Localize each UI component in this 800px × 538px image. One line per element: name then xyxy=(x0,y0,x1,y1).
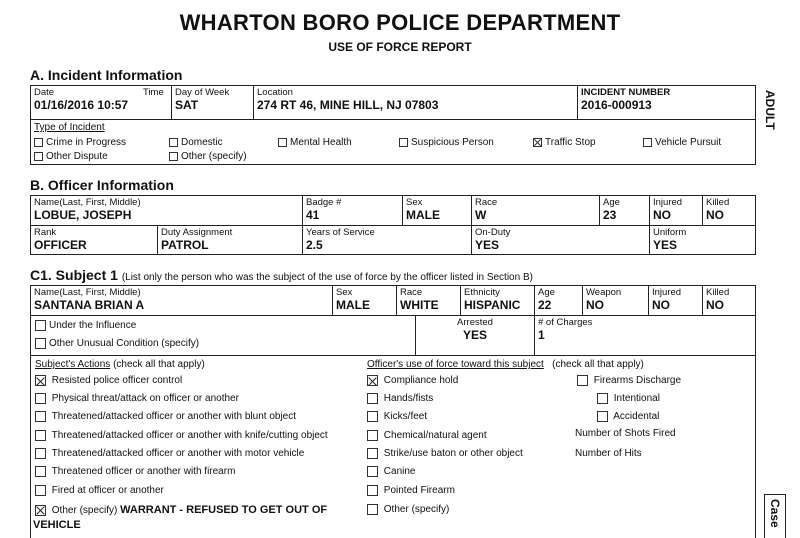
type-suspicious-person[interactable]: Suspicious Person xyxy=(399,137,494,148)
subject-ethnicity-label: Ethnicity xyxy=(464,287,500,298)
officer-age-cell xyxy=(600,196,650,225)
other-unusual-option[interactable]: Other Unusual Condition (specify) xyxy=(35,338,199,349)
checkbox-icon[interactable] xyxy=(278,138,287,147)
officer-age-label: Age xyxy=(603,197,620,208)
officer-age-value: 23 xyxy=(603,208,617,222)
uniform-label: Uniform xyxy=(653,227,687,238)
subject-killed-label: Killed xyxy=(706,287,730,298)
checkbox-icon[interactable] xyxy=(597,411,608,422)
adult-side-label: ADULT xyxy=(763,90,777,130)
checked-checkbox-icon[interactable] xyxy=(533,138,542,147)
force-hands-fists[interactable]: Hands/fists xyxy=(367,393,433,404)
subject-weapon-cell xyxy=(583,286,649,315)
type-vehicle-pursuit[interactable]: Vehicle Pursuit xyxy=(643,137,721,148)
onduty-cell xyxy=(472,226,650,254)
force-pointed-firearm[interactable]: Pointed Firearm xyxy=(367,485,455,496)
subject-injured-value: NO xyxy=(652,298,670,312)
officer-name-cell xyxy=(31,196,303,225)
type-mental-health[interactable]: Mental Health xyxy=(278,137,352,148)
shots-fired-label: Number of Shots Fired xyxy=(575,428,676,439)
onduty-label: On-Duty xyxy=(475,227,511,238)
subject-name-cell xyxy=(31,286,333,315)
dow-cell xyxy=(172,86,254,119)
other-action-value-cont: VEHICLE xyxy=(33,519,81,531)
officer-injured-cell xyxy=(650,196,703,225)
other-action-value: WARRANT - REFUSED TO GET OUT OF xyxy=(120,504,328,516)
report-title: WHARTON BORO POLICE DEPARTMENT xyxy=(179,10,621,35)
under-influence-option[interactable]: Under the Influence xyxy=(35,320,136,331)
action-firearm-threat[interactable]: Threatened officer or another with firearm xyxy=(35,466,235,477)
subject-name-value: SANTANA BRIAN A xyxy=(34,298,145,312)
officer-injured-label: Injured xyxy=(653,197,683,208)
officer-name-value: LOBUE, JOSEPH xyxy=(34,208,132,222)
location-value: 274 RT 46, MINE HILL, NJ 07803 xyxy=(257,98,439,112)
subject-age-cell xyxy=(535,286,583,315)
checkbox-icon[interactable] xyxy=(34,152,43,161)
subject-weapon-value: NO xyxy=(586,298,604,312)
checkbox-icon[interactable] xyxy=(399,138,408,147)
subject-weapon-label: Weapon xyxy=(586,287,622,298)
section-c1-note: (List only the person who was the subject of the use of force by the officer listed in Section B) xyxy=(121,272,533,283)
checkbox-icon[interactable] xyxy=(169,138,178,147)
years-cell xyxy=(303,226,472,254)
subject-sex-cell xyxy=(333,286,397,315)
force-kicks-feet[interactable]: Kicks/feet xyxy=(367,411,427,422)
charges-value: 1 xyxy=(538,328,545,342)
action-fired-at[interactable]: Fired at officer or another xyxy=(35,485,164,496)
arrested-label: Arrested xyxy=(457,317,493,328)
condition-cell xyxy=(31,316,416,355)
years-value: 2.5 xyxy=(306,238,323,252)
case-side-label: Case xyxy=(768,499,782,528)
location-label: Location xyxy=(257,87,293,98)
checkbox-icon[interactable] xyxy=(35,430,46,441)
dow-label: Day of Week xyxy=(175,87,230,98)
checkbox-icon[interactable] xyxy=(35,393,46,404)
subject-age-value: 22 xyxy=(538,298,552,312)
badge-value: 41 xyxy=(306,208,320,222)
section-c1-heading: C1. Subject 1 (List only the person who was the subject of the use of force by the officer listed in Section B) xyxy=(30,267,533,283)
subject-injured-label: Injured xyxy=(652,287,682,298)
rank-cell xyxy=(31,226,158,254)
duty-label: Duty Assignment xyxy=(161,227,233,238)
rank-label: Rank xyxy=(34,227,57,238)
uniform-value: YES xyxy=(653,238,678,252)
subject-actions-title: Subject's Actions (check all that apply) xyxy=(35,359,205,370)
accidental-option[interactable]: Accidental xyxy=(597,411,659,422)
checked-checkbox-icon[interactable] xyxy=(35,505,46,516)
arrested-value: YES xyxy=(462,328,487,342)
duty-value: PATROL xyxy=(161,238,209,252)
checkbox-icon[interactable] xyxy=(367,411,378,422)
checked-checkbox-icon[interactable] xyxy=(35,375,46,386)
badge-cell xyxy=(303,196,403,225)
checked-checkbox-icon[interactable] xyxy=(367,375,378,386)
action-other[interactable]: Other (specify) WARRANT - REFUSED TO GET OUT OF xyxy=(35,504,327,516)
date-time-cell xyxy=(31,86,172,119)
incident-number-cell xyxy=(578,86,755,119)
checkbox-icon[interactable] xyxy=(169,152,178,161)
subject-race-label: Race xyxy=(400,287,423,298)
intentional-option[interactable]: Intentional xyxy=(597,393,660,404)
charges-label: # of Charges xyxy=(538,317,593,328)
hits-label: Number of Hits xyxy=(575,448,642,459)
force-compliance-hold[interactable]: Compliance hold xyxy=(367,375,458,386)
uniform-cell xyxy=(650,226,755,254)
type-crime-in-progress[interactable]: Crime in Progress xyxy=(34,137,126,148)
arrested-cell xyxy=(416,316,535,355)
subject-race-value: WHITE xyxy=(400,298,439,312)
force-strike-baton[interactable]: Strike/use baton or other object xyxy=(367,448,523,459)
officer-killed-value: NO xyxy=(706,208,724,222)
checkbox-icon[interactable] xyxy=(367,485,378,496)
subject-info-box xyxy=(30,285,756,538)
checkbox-icon[interactable] xyxy=(367,504,378,515)
firearms-discharge-option[interactable]: Firearms Discharge xyxy=(577,375,681,386)
section-a-heading: A. Incident Information xyxy=(30,67,183,83)
officer-race-label: Race xyxy=(475,197,498,208)
years-label: Years of Service xyxy=(306,227,375,238)
officer-name-label: Name(Last, First, Middle) xyxy=(34,197,141,208)
officer-killed-cell xyxy=(703,196,755,225)
subject-race-cell xyxy=(397,286,461,315)
checkbox-icon[interactable] xyxy=(643,138,652,147)
rank-value: OFFICER xyxy=(34,238,87,252)
force-canine[interactable]: Canine xyxy=(367,466,415,477)
checkbox-icon[interactable] xyxy=(367,430,378,441)
type-other-specify[interactable]: Other (specify) xyxy=(169,151,247,162)
action-blunt-object[interactable]: Threatened/attacked officer or another with blunt object xyxy=(35,411,296,422)
subject-sex-value: MALE xyxy=(336,298,370,312)
incident-type-label: Type of Incident xyxy=(34,122,105,133)
badge-label: Badge # xyxy=(306,197,342,208)
checkbox-icon[interactable] xyxy=(597,393,608,404)
onduty-value: YES xyxy=(475,238,500,252)
checkbox-icon[interactable] xyxy=(35,411,46,422)
date-time-value: 01/16/2016 10:57 xyxy=(34,98,129,112)
type-traffic-stop[interactable]: Traffic Stop xyxy=(533,137,596,148)
action-physical-threat[interactable]: Physical threat/attack on officer or another xyxy=(35,393,239,404)
action-resisted[interactable]: Resisted police officer control xyxy=(35,375,182,386)
incident-info-box xyxy=(30,85,756,165)
subject-sex-label: Sex xyxy=(336,287,353,298)
force-chemical-agent[interactable]: Chemical/natural agent xyxy=(367,430,487,441)
subject-killed-value: NO xyxy=(706,298,724,312)
duty-cell xyxy=(158,226,303,254)
subject-ethnicity-value: HISPANIC xyxy=(464,298,521,312)
officer-sex-label: Sex xyxy=(406,197,423,208)
case-tab xyxy=(764,494,786,538)
checkbox-icon[interactable] xyxy=(577,375,588,386)
subject-injured-cell xyxy=(649,286,703,315)
section-b-heading: B. Officer Information xyxy=(30,177,174,193)
checkbox-icon[interactable] xyxy=(35,448,46,459)
incident-number-label: INCIDENT NUMBER xyxy=(581,87,671,98)
dow-value: SAT xyxy=(175,98,199,112)
officer-info-box xyxy=(30,195,756,255)
checkbox-icon[interactable] xyxy=(367,466,378,477)
type-other-dispute[interactable]: Other Dispute xyxy=(34,151,108,162)
subject-name-label: Name(Last, First, Middle) xyxy=(34,287,141,298)
checkbox-icon[interactable] xyxy=(35,485,46,496)
force-other[interactable]: Other (specify) xyxy=(367,504,449,515)
report-subtitle: USE OF FORCE REPORT xyxy=(328,40,472,54)
officer-injured-value: NO xyxy=(653,208,671,222)
subject-killed-cell xyxy=(703,286,755,315)
checkbox-icon[interactable] xyxy=(367,393,378,404)
location-cell xyxy=(254,86,578,119)
date-label: Date xyxy=(34,87,55,98)
officer-race-value: W xyxy=(475,208,487,222)
officer-race-cell xyxy=(472,196,600,225)
subject-ethnicity-cell xyxy=(461,286,535,315)
subject-age-label: Age xyxy=(538,287,555,298)
action-motor-vehicle[interactable]: Threatened/attacked officer or another with motor vehicle xyxy=(35,448,304,459)
officer-killed-label: Killed xyxy=(706,197,730,208)
incident-number-value: 2016-000913 xyxy=(581,98,652,112)
checkbox-icon[interactable] xyxy=(367,448,378,459)
checkbox-icon[interactable] xyxy=(35,320,46,331)
checkbox-icon[interactable] xyxy=(35,338,46,349)
action-knife[interactable]: Threatened/attacked officer or another with knife/cutting object xyxy=(35,430,328,441)
checkbox-icon[interactable] xyxy=(35,466,46,477)
checkbox-icon[interactable] xyxy=(34,138,43,147)
force-title: Officer's use of force toward this subject (check all that apply) xyxy=(367,359,644,370)
time-label: Time xyxy=(143,87,164,98)
officer-sex-cell xyxy=(403,196,472,225)
officer-sex-value: MALE xyxy=(406,208,440,222)
type-domestic[interactable]: Domestic xyxy=(169,137,223,148)
charges-cell xyxy=(535,316,755,355)
